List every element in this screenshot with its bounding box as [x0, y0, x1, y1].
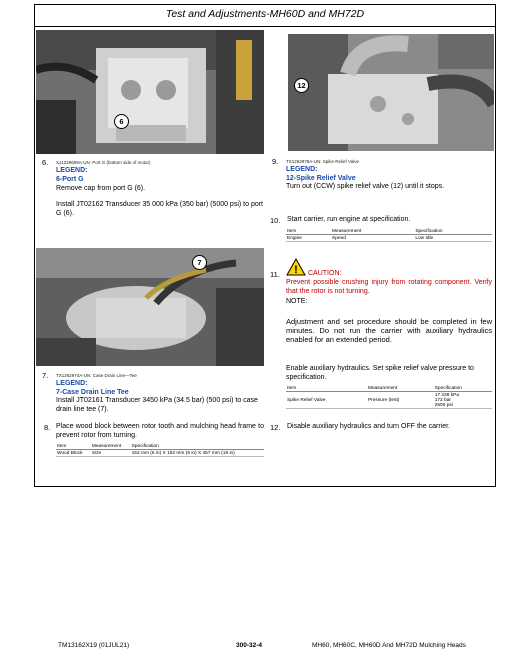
table-cell: Pressure (test) [367, 392, 434, 409]
step-8-text: Place wood block between rotor tooth and mulching head frame to prevent rotor from turning. [56, 423, 264, 439]
spec-line: 172 bar [434, 397, 451, 403]
table-header: Item [286, 385, 367, 392]
photo-case-drain-tee-art [36, 248, 264, 366]
spec-line: 2500 psi [434, 402, 453, 408]
step-9-legend-title: LEGEND: [286, 166, 318, 173]
table-header: Item [286, 228, 331, 235]
table-header: Specification [414, 228, 492, 235]
table-row [56, 450, 264, 457]
step-10-text: Start carrier, run engine at specification. [287, 216, 411, 223]
step-6-legend-title: LEGEND: [56, 167, 88, 174]
step-9-legend-item: 12-Spike Relief Valve [286, 175, 356, 182]
table-header: Measurement [331, 228, 414, 235]
step-6-legend-item: 6-Port G [56, 176, 84, 183]
callout-12: 12 [294, 78, 309, 93]
spec-line: 17 238 kPa [434, 392, 459, 398]
step-10-number: 10. [270, 216, 281, 225]
step-6-text2: Install JT02162 Transducer 35 000 kPa (350 bar) (5000 psi) to port G (6). [56, 201, 264, 217]
svg-text:!: ! [294, 264, 298, 276]
header-rule [34, 26, 496, 27]
photo-case-drain-tee [36, 248, 264, 366]
photo-port-g [36, 30, 264, 154]
table-header: Measurement [367, 385, 434, 392]
callout-6: 6 [114, 114, 129, 129]
step-9-caption: TX1262978A-UN: Spike Relief Valve [286, 159, 359, 164]
table-cell: Spike Relief Valve [286, 392, 367, 409]
table-cell: Speed [331, 235, 414, 242]
photo-spike-relief-valve [288, 34, 494, 151]
table-row [286, 392, 492, 409]
caution-label: CAUTION: [308, 270, 342, 277]
table-cell: Engine [286, 235, 331, 242]
footer-page-number: 300-32-4 [236, 642, 263, 649]
photo-port-g-art [36, 30, 264, 154]
step-8-number: 8. [44, 423, 51, 432]
step-9-text: Turn out (CCW) spike relief valve (12) until it stops. [286, 183, 445, 190]
step-11-number: 11. [270, 270, 280, 279]
table-cell: Size [91, 450, 131, 457]
table-header: Item [56, 443, 91, 450]
step-12-text: Disable auxiliary hydraulics and turn OFF the carrier. [287, 423, 451, 430]
photo-spike-relief-valve-art [288, 34, 494, 151]
step-10-table [286, 228, 492, 242]
table-header: Measurement [91, 443, 131, 450]
step-7-caption: TX1262974A-UN: Case Drain Line—Tee [56, 373, 137, 378]
table-header: Specification [434, 385, 492, 392]
table-row [286, 235, 492, 242]
step-11-text2: Enable auxiliary hydraulics. Set spike relief valve pressure to specification. [286, 365, 474, 381]
step-6-number: 6. [42, 158, 49, 167]
footer-left: TM13162X19 (01JUL21) [58, 642, 130, 649]
caution-warning-icon [286, 258, 306, 276]
step-7-text: Install JT02161 Transducer 3450 kPa (34.5 bar) (500 psi) to case drain line tee (7). [56, 397, 258, 413]
page-header-title: Test and Adjustments-MH60D and MH72D [165, 8, 365, 20]
caution-text: Prevent possible crushing injury from rotating component. Verify that the rotor is not turning. [286, 279, 492, 295]
table-cell: 152 mm (6 in) X 152 mm (6 in) X 457 mm (18 in) [131, 450, 264, 457]
step-9-number: 9. [272, 157, 279, 166]
callout-7: 7 [192, 255, 207, 270]
footer-right: MH60, MH60C, MH60D And MH72D Mulching Heads [312, 642, 466, 649]
step-8-table [56, 443, 264, 457]
step-7-legend-title: LEGEND: [56, 380, 88, 387]
table-cell: Wood Block [56, 450, 91, 457]
note-text: Adjustment and set procedure should be completed in few minutes. Do not run the carrier with auxiliary hydraulics enabled for an extended period. [286, 317, 492, 344]
step-7-legend-item: 7-Case Drain Line Tee [56, 389, 129, 396]
step-6-text: Remove cap from port G (6). [56, 185, 146, 192]
step-11-table [286, 385, 492, 409]
step-7-number: 7. [42, 371, 49, 380]
table-cell [434, 392, 492, 409]
note-label: NOTE: [286, 298, 308, 305]
table-cell: Low Idle [414, 235, 492, 242]
step-12-number: 12. [270, 423, 281, 432]
step-6-caption: XJ1229609A-UN: Port G (bottom side of motor) [56, 160, 151, 165]
table-header: Specification [131, 443, 264, 450]
